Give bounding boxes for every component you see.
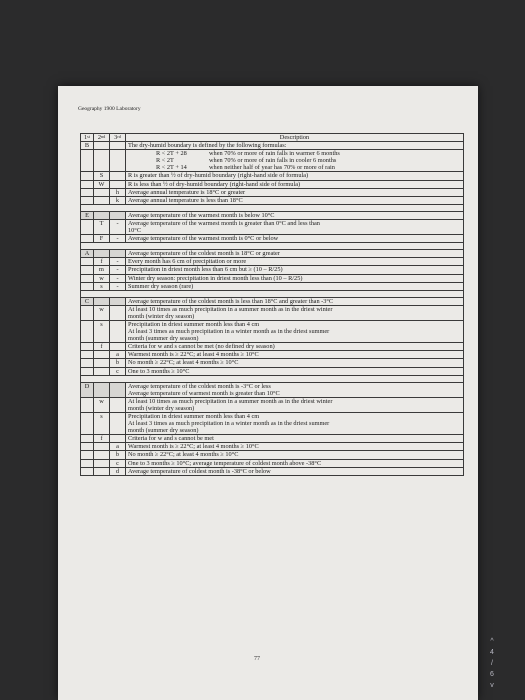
description-line: R is greater than ½ of dry-humid boundary (right-hand side of formula) [128, 172, 309, 180]
table-row [81, 413, 464, 435]
code-cell-c1 [81, 282, 94, 290]
code-cell-c1 [81, 351, 94, 359]
table-row [81, 351, 464, 359]
code-cell-c2 [94, 459, 110, 467]
table-row [81, 459, 464, 467]
table-row [81, 320, 464, 342]
formula-line [128, 157, 461, 164]
code-cell-c3 [110, 343, 126, 351]
koppen-classification-table [80, 133, 464, 476]
description-cell [126, 382, 464, 397]
table-row [81, 219, 464, 234]
description-line: Average temperature of coldest month is -38°C or below [128, 467, 271, 475]
code-cell-c3 [110, 382, 126, 397]
table-body [81, 142, 464, 476]
code-cell-c3 [110, 305, 126, 320]
table-row [81, 172, 464, 180]
code-cell-c2: s [94, 282, 110, 290]
description-line: No month ≥ 22°C; at least 4 months ≥ 10°C [128, 359, 239, 367]
code-cell-c2 [94, 351, 110, 359]
code-cell-c2 [94, 382, 110, 397]
description-line: Warmest month is ≥ 22°C; at least 4 months ≥ 10°C [128, 351, 259, 359]
code-cell-c3 [110, 435, 126, 443]
code-cell-c3 [110, 413, 126, 435]
code-cell-c1 [81, 235, 94, 243]
code-cell-c3: - [110, 235, 126, 243]
gap-cell [81, 290, 464, 297]
table-row [81, 343, 464, 351]
code-cell-c2: S [94, 172, 110, 180]
code-cell-c2: w [94, 397, 110, 412]
description-line: At least 3 times as much precipitation in a winter month as in the driest summer [128, 328, 330, 336]
description-cell [126, 359, 464, 367]
description-cell [126, 258, 464, 266]
document-page [58, 86, 478, 700]
description-cell [126, 435, 464, 443]
description-cell [126, 196, 464, 204]
code-cell-c2: W [94, 180, 110, 188]
description-cell [126, 351, 464, 359]
code-cell-c1 [81, 467, 94, 475]
description-cell [126, 343, 464, 351]
code-cell-c2 [94, 467, 110, 475]
formula-expression: R < 2T [156, 157, 174, 165]
description-cell [126, 467, 464, 475]
description-cell [126, 188, 464, 196]
column-header-1st: 1st [81, 134, 94, 142]
code-cell-c3: - [110, 258, 126, 266]
gap-cell [81, 375, 464, 382]
code-cell-c2 [94, 142, 110, 150]
table-row [81, 367, 464, 375]
description-cell [126, 235, 464, 243]
description-line: Summer dry season (rare) [128, 282, 194, 290]
description-line: One to 3 months ≥ 10°C; average temperature of coldest month above -38°C [128, 459, 322, 467]
gap-cell [81, 243, 464, 250]
code-cell-c1 [81, 219, 94, 234]
table-row [81, 150, 464, 172]
description-line: The dry-humid boundary is defined by the following formulas: [128, 142, 287, 150]
code-cell-c2 [94, 359, 110, 367]
description-cell [126, 250, 464, 258]
code-cell-c2 [94, 250, 110, 258]
code-cell-c3 [110, 297, 126, 305]
description-line: Average temperature of the coldest month is less than 18°C and greater than -3°C [128, 297, 334, 305]
table-row [81, 397, 464, 412]
code-cell-c2 [94, 196, 110, 204]
table-row [81, 211, 464, 219]
description-cell [126, 274, 464, 282]
code-cell-c3: - [110, 282, 126, 290]
code-cell-c3 [110, 142, 126, 150]
formula-condition: when neither half of year has 70% or more of rain [209, 164, 335, 172]
code-cell-c3: a [110, 351, 126, 359]
table-row [81, 258, 464, 266]
code-cell-c3: k [110, 196, 126, 204]
code-cell-c1 [81, 459, 94, 467]
formula-expression: R < 2T + 14 [156, 164, 187, 172]
code-cell-c3: - [110, 219, 126, 234]
description-line: No month ≥ 22°C; at least 4 months ≥ 10°C [128, 451, 239, 459]
description-cell [126, 443, 464, 451]
description-cell [126, 172, 464, 180]
document-header: Geography 1900 Laboratory [78, 106, 141, 112]
code-cell-c3: b [110, 451, 126, 459]
description-line: month (summer dry season) [128, 427, 199, 435]
table-row [81, 235, 464, 243]
description-line: Average temperature of the coldest month is -3°C or less [128, 382, 271, 390]
code-cell-c1 [81, 435, 94, 443]
table-row [81, 142, 464, 150]
code-cell-c3 [110, 150, 126, 172]
section-gap [81, 204, 464, 211]
description-line: One to 3 months ≥ 10°C [128, 367, 190, 375]
description-line: Every month has 6 cm of precipitation or more [128, 258, 247, 266]
code-cell-c2 [94, 211, 110, 219]
description-line: Criteria for w and s cannot be met (no defined dry season) [128, 343, 275, 351]
table-row [81, 188, 464, 196]
code-cell-c2: s [94, 320, 110, 342]
code-cell-c1 [81, 305, 94, 320]
description-cell [126, 459, 464, 467]
description-line: Criteria for w and s cannot be met [128, 435, 214, 443]
description-line: Average temperature of warmest month is greater than 10°C [128, 389, 280, 397]
description-line: Precipitation in driest summer month less than 4 cm [128, 320, 260, 328]
code-cell-c1 [81, 196, 94, 204]
code-cell-c2 [94, 367, 110, 375]
code-cell-c2: f [94, 435, 110, 443]
code-cell-c3: a [110, 443, 126, 451]
next-page-icon[interactable]: v [490, 682, 494, 689]
description-cell [126, 413, 464, 435]
code-cell-c1: E [81, 211, 94, 219]
description-cell [126, 211, 464, 219]
code-cell-c1 [81, 451, 94, 459]
code-cell-c1 [81, 150, 94, 172]
code-cell-c2 [94, 297, 110, 305]
total-pages: 6 [490, 671, 494, 678]
table-row [81, 297, 464, 305]
section-gap [81, 375, 464, 382]
code-cell-c1: B [81, 142, 94, 150]
description-cell [126, 282, 464, 290]
code-cell-c1 [81, 367, 94, 375]
table-row [81, 382, 464, 397]
description-line: Average temperature of the warmest month is 0°C or below [128, 235, 279, 243]
current-page-number: 4 [490, 649, 494, 656]
table-row [81, 282, 464, 290]
code-cell-c2 [94, 443, 110, 451]
description-line: Average annual temperature is 18°C or greater [128, 188, 246, 196]
code-cell-c3 [110, 397, 126, 412]
code-cell-c1 [81, 359, 94, 367]
table-row [81, 196, 464, 204]
table-row [81, 467, 464, 475]
code-cell-c1 [81, 274, 94, 282]
code-cell-c1 [81, 258, 94, 266]
code-cell-c1 [81, 266, 94, 274]
code-cell-c3: c [110, 367, 126, 375]
formula-line [128, 164, 461, 171]
description-line: R is less than ½ of dry-humid boundary (right-hand side of formula) [128, 180, 301, 188]
description-line: At least 3 times as much precipitation in a winter month as in the driest summer [128, 420, 330, 428]
table-row [81, 250, 464, 258]
page-navigator [485, 636, 499, 691]
section-gap [81, 243, 464, 250]
description-line: At least 10 times as much precipitation in a summer month as in the driest winter [128, 305, 333, 313]
code-cell-c3: b [110, 359, 126, 367]
code-cell-c2: s [94, 413, 110, 435]
description-cell [126, 180, 464, 188]
description-cell [126, 150, 464, 172]
code-cell-c2: m [94, 266, 110, 274]
description-line: Warmest month is ≥ 22°C; at least 4 months ≥ 10°C [128, 443, 259, 451]
code-cell-c1 [81, 320, 94, 342]
description-cell [126, 320, 464, 342]
column-header-description: Description [126, 134, 464, 142]
code-cell-c3: h [110, 188, 126, 196]
code-cell-c1: A [81, 250, 94, 258]
code-cell-c1 [81, 413, 94, 435]
code-cell-c3 [110, 250, 126, 258]
code-cell-c1 [81, 343, 94, 351]
table-row [81, 266, 464, 274]
table-row [81, 443, 464, 451]
code-cell-c2: w [94, 274, 110, 282]
description-line: month (summer dry season) [128, 335, 199, 343]
code-cell-c2: f [94, 343, 110, 351]
gap-cell [81, 204, 464, 211]
description-cell [126, 297, 464, 305]
description-cell [126, 451, 464, 459]
description-line: Average temperature of the coldest month is 18°C or greater [128, 250, 280, 258]
description-cell [126, 266, 464, 274]
code-cell-c3 [110, 211, 126, 219]
page-number: 77 [254, 656, 260, 662]
code-cell-c1 [81, 397, 94, 412]
description-cell [126, 305, 464, 320]
description-line: month (winter dry season) [128, 312, 195, 320]
description-cell [126, 367, 464, 375]
description-cell [126, 397, 464, 412]
description-line: 10°C [128, 227, 142, 235]
code-cell-c1 [81, 443, 94, 451]
code-cell-c1 [81, 172, 94, 180]
description-line: Precipitation in driest month less than 6 cm but ≥ (10 – R/25) [128, 266, 283, 274]
page-separator: / [491, 660, 493, 667]
code-cell-c3: - [110, 266, 126, 274]
previous-page-icon[interactable]: ^ [490, 638, 494, 645]
code-cell-c2: F [94, 235, 110, 243]
code-cell-c2: f [94, 258, 110, 266]
description-line: Average temperature of the warmest month is greater than 0°C and less than [128, 219, 320, 227]
table-row [81, 305, 464, 320]
code-cell-c3: - [110, 274, 126, 282]
code-cell-c1 [81, 180, 94, 188]
description-line: month (winter dry season) [128, 404, 195, 412]
table-row [81, 451, 464, 459]
column-header-3rd: 3rd [110, 134, 126, 142]
description-line: Average annual temperature is less than 18°C [128, 196, 243, 204]
description-line: Average temperature of the warmest month is below 10°C [128, 211, 275, 219]
description-line: At least 10 times as much precipitation in a summer month as in the driest winter [128, 397, 333, 405]
code-cell-c3 [110, 320, 126, 342]
description-line: Precipitation in driest summer month less than 4 cm [128, 413, 260, 420]
code-cell-c1: D [81, 382, 94, 397]
section-gap [81, 290, 464, 297]
code-cell-c2 [94, 451, 110, 459]
code-cell-c3: d [110, 467, 126, 475]
description-cell [126, 142, 464, 150]
description-cell [126, 219, 464, 234]
table-row [81, 274, 464, 282]
code-cell-c3: c [110, 459, 126, 467]
table-row [81, 180, 464, 188]
table-row [81, 359, 464, 367]
code-cell-c1 [81, 188, 94, 196]
code-cell-c2: T [94, 219, 110, 234]
code-cell-c1: C [81, 297, 94, 305]
code-cell-c2: w [94, 305, 110, 320]
formula-condition: when 70% or more of rain falls in warmer 6 months [209, 150, 340, 158]
formula-condition: when 70% or more of rain falls in cooler 6 months [209, 157, 337, 165]
table-row [81, 435, 464, 443]
formula-line [128, 150, 461, 157]
description-line: Winter dry season: precipitation in driest month less than (10 – R/25) [128, 274, 303, 282]
table-header-row [81, 134, 464, 142]
column-header-2nd: 2nd [94, 134, 110, 142]
code-cell-c3 [110, 172, 126, 180]
code-cell-c2 [94, 150, 110, 172]
formula-expression: R < 2T + 28 [156, 150, 187, 158]
code-cell-c2 [94, 188, 110, 196]
code-cell-c3 [110, 180, 126, 188]
